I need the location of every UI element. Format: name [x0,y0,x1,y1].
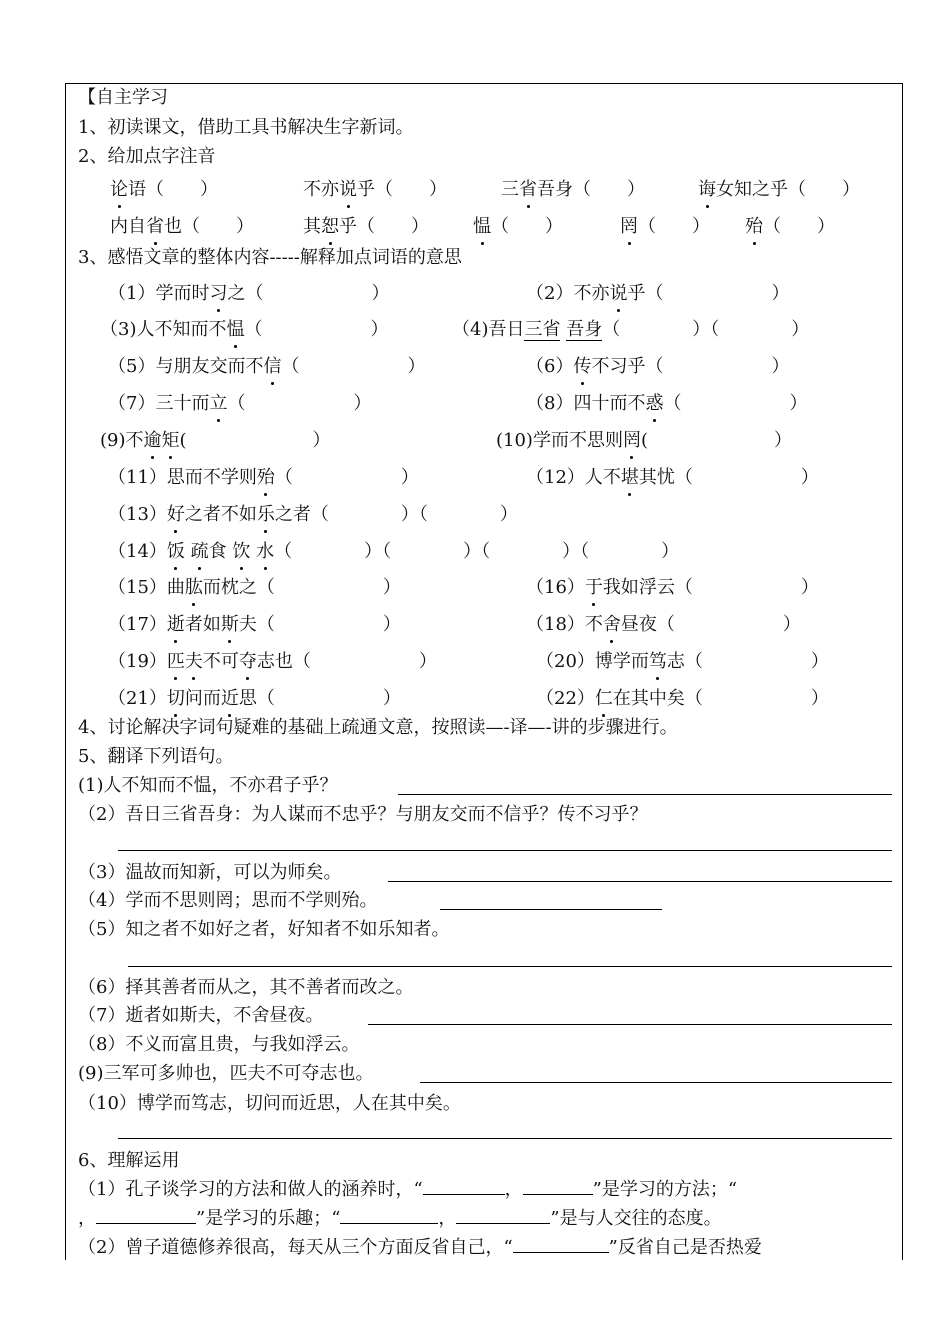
explain-item: （12）人不堪其忧（ ） [526,467,819,488]
explain-item: （17）逝者如斯夫（ ） [108,614,401,635]
question-1: 1、初读课文，借助工具书解决生字新词。 [78,117,414,138]
explain-item: （20）博学而笃志（ ） [536,651,829,672]
explain-item: （22）仁在其中矣（ ） [536,688,829,709]
answer-line[interactable] [440,909,662,910]
section-heading: 【自主学习 [78,87,168,108]
question-5-title: 5、翻译下列语句。 [78,746,234,767]
answer-line[interactable] [118,850,892,851]
apply-paragraph-2: （2）曾子道德修养很高，每天从三个方面反省自己，“ ”反省自己是否热爱 [78,1237,762,1258]
explain-item: （8）四十而不惑（ ） [526,393,808,414]
fill-blank[interactable] [513,1236,609,1253]
pinyin-item: 三省吾身（ ） [501,179,645,200]
explain-item: （5）与朋友交而不信（ ） [108,356,426,377]
translate-sentence: （4）学而不思则罔；思而不学则殆。 [78,890,378,911]
apply-paragraph-1-cont: ， ”是学习的乐趣；“ ， ”是与人交往的态度。 [78,1208,722,1229]
question-3-title: 3、感悟文章的整体内容-----解释加点词语的意思 [78,247,462,268]
pinyin-item: 论语（ ） [110,179,218,200]
translate-sentence: （7）逝者如斯夫，不舍昼夜。 [78,1005,324,1026]
answer-line[interactable] [118,1138,892,1139]
explain-item: （18）不舍昼夜（ ） [526,614,801,635]
explain-item: （3)人不知而不愠（ ） [100,319,389,340]
answer-line[interactable] [420,1082,892,1083]
explain-item: (10)学而不思则罔( ） [496,430,792,451]
question-4: 4、讨论解决字词句疑难的基础上疏通文意，按照读—-译—-讲的步骤进行。 [78,717,678,738]
translate-sentence: （10）博学而笃志，切问而近思，人在其中矣。 [78,1093,461,1114]
translate-sentence: （2）吾日三省吾身：为人谋而不忠乎？与朋友交而不信乎？传不习乎？ [78,804,648,825]
explain-item: （1）学而时习之（ ） [108,283,390,304]
explain-item: （16）于我如浮云（ ） [526,577,819,598]
translate-sentence: （5）知之者不如好之者，好知者不如乐知者。 [78,919,450,940]
explain-item: （15）曲肱而枕之（ ） [108,577,401,598]
explain-item: （11）思而不学则殆（ ） [108,467,419,488]
explain-item: (9)不逾矩( ） [100,430,331,451]
fill-blank[interactable] [523,1178,593,1195]
answer-line[interactable] [398,794,892,795]
explain-item: （21）切问而近思（ ） [108,688,401,709]
translate-sentence: (9)三军可多帅也，匹夫不可夺志也。 [78,1063,374,1084]
translate-sentence: （6）择其善者而从之，其不善者而改之。 [78,977,414,998]
pinyin-item: 殆（ ） [745,216,835,237]
explain-item: （13）好之者不如乐之者（ ）（ ） [108,504,518,525]
pinyin-item: 其恕乎（ ） [303,216,429,237]
pinyin-item: 内自省也（ ） [110,216,254,237]
pinyin-item: 愠（ ） [473,216,563,237]
answer-line[interactable] [128,966,892,967]
pinyin-item: 诲女知之乎（ ） [698,179,860,200]
fill-blank[interactable] [423,1178,505,1195]
question-2-title: 2、给加点字注音 [78,146,216,167]
explain-item: （2）不亦说乎（ ） [526,283,790,304]
fill-blank[interactable] [456,1207,550,1224]
translate-sentence: (1)人不知而不愠，不亦君子乎？ [78,775,338,796]
translate-sentence: （8）不义而富且贵，与我如浮云。 [78,1034,360,1055]
translate-sentence: （3）温故而知新，可以为师矣。 [78,862,342,883]
answer-line[interactable] [368,1024,892,1025]
explain-item: （4)吾日三省 吾身（ ）（ ） [452,319,810,340]
pinyin-item: 不亦说乎（ ） [303,179,447,200]
apply-paragraph-1: （1）孔子谈学习的方法和做人的涵养时，“ ， ”是学习的方法；“ [78,1179,738,1200]
explain-item: （6）传不习乎（ ） [526,356,790,377]
fill-blank[interactable] [340,1207,438,1224]
pinyin-item: 罔（ ） [620,216,710,237]
explain-item: （19）匹夫不可夺志也（ ） [108,651,437,672]
answer-line[interactable] [388,881,892,882]
explain-item: （7）三十而立（ ） [108,393,372,414]
fill-blank[interactable] [96,1207,196,1224]
question-6-title: 6、理解运用 [78,1150,180,1171]
explain-item: （14）饭 疏食 饮 水（ ）（ ）（ ）（ ） [108,541,680,562]
